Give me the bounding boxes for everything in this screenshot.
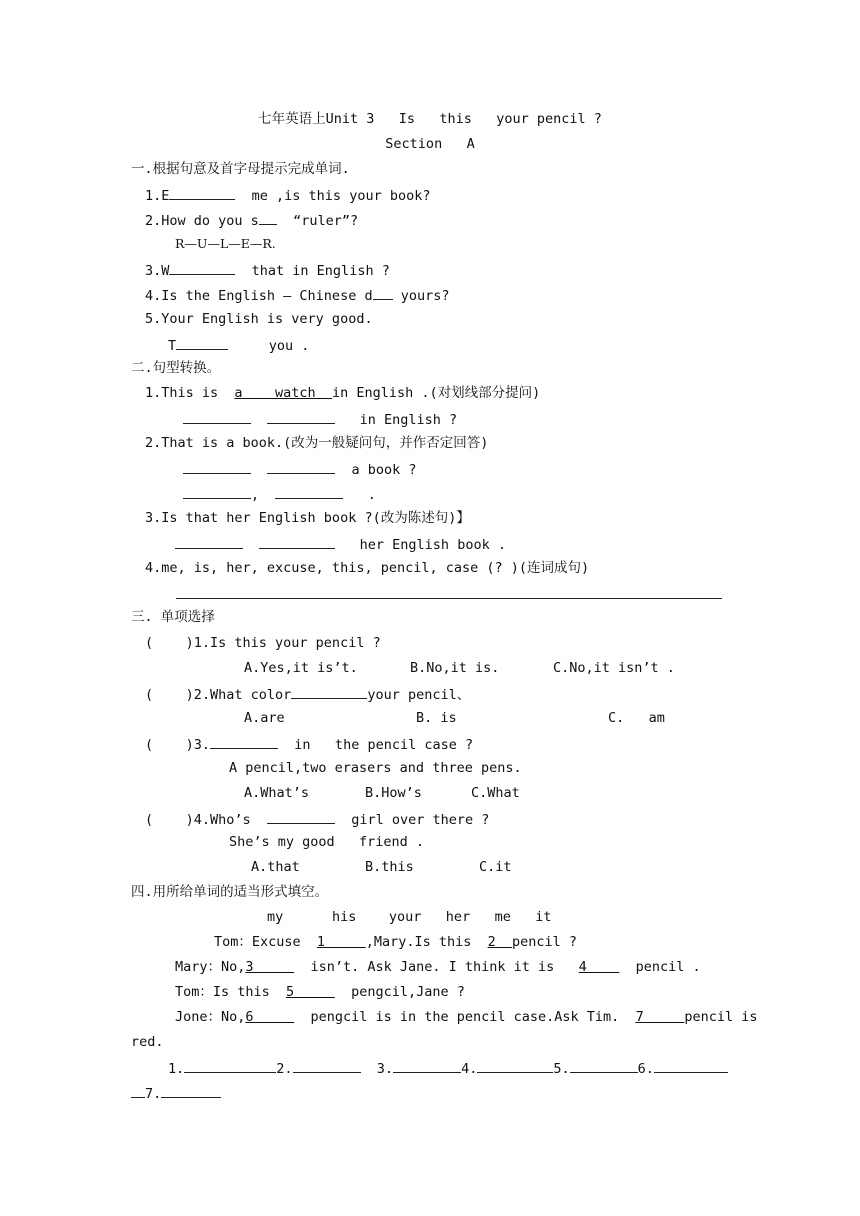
- answer-blank-4[interactable]: [477, 1058, 553, 1073]
- underlined-phrase: a watch: [234, 385, 332, 401]
- answer-blank[interactable]: [175, 534, 243, 549]
- answer-blank-3[interactable]: [393, 1058, 461, 1073]
- s1-question-1: 1.E me ,is this your book?: [145, 185, 430, 205]
- dialogue-line-3: Tom：Is this 5 pengcil,Jane ?: [175, 984, 465, 1000]
- s3-q4-option-c: C.it: [479, 859, 512, 875]
- answer-line[interactable]: [176, 598, 722, 599]
- s2-question-1-answer: in English ?: [183, 409, 457, 429]
- s3-q2-option-a: A.are: [244, 710, 285, 726]
- s3-q4-response: She’s my good friend .: [229, 834, 425, 850]
- answer-blank[interactable]: [169, 185, 235, 200]
- s2-question-1: 1.This is a watch in English .(对划线部分提问): [145, 385, 541, 401]
- s1-question-4: 4.Is the English — Chinese d yours?: [145, 285, 450, 305]
- answer-blank-1[interactable]: [184, 1058, 276, 1073]
- blank-2[interactable]: 2: [487, 934, 512, 950]
- s3-q3-option-c: C.What: [471, 785, 520, 801]
- s1-question-3: 3.W that in English ?: [145, 260, 390, 280]
- answer-blank[interactable]: [259, 210, 277, 225]
- s2-question-3-answer: her English book .: [175, 534, 506, 554]
- s1-question-2-spelling: R—U—L—E—R.: [175, 236, 276, 251]
- s3-q2-option-c: C. am: [608, 710, 665, 726]
- answer-row-2: 7.: [131, 1083, 221, 1103]
- blank-4[interactable]: 4: [578, 959, 620, 975]
- s2-question-3: 3.Is that her English book ?(改为陈述句)】: [145, 510, 470, 526]
- answer-row: 1. 2. 3. 4. 5. 6.: [168, 1058, 728, 1078]
- answer-blank[interactable]: [259, 534, 335, 549]
- answer-blank[interactable]: [267, 809, 335, 824]
- blank-1[interactable]: 1: [316, 934, 366, 950]
- s3-q4-option-b: B.this: [365, 859, 414, 875]
- s3-q3-option-b: B.How’s: [365, 785, 422, 801]
- answer-blank[interactable]: [275, 484, 343, 499]
- page-title: 七年英语上Unit 3 Is this your pencil ?: [258, 111, 602, 127]
- blank-7[interactable]: 7: [635, 1009, 685, 1025]
- answer-blank-6[interactable]: [654, 1058, 728, 1073]
- answer-blank-5[interactable]: [570, 1058, 638, 1073]
- s3-question-1: ( )1.Is this your pencil ?: [145, 635, 381, 651]
- answer-blank[interactable]: [169, 260, 235, 275]
- s3-q1-option-b: B.No,it is.: [410, 660, 500, 676]
- section-1-heading: 一.根据句意及首字母提示完成单词.: [131, 161, 350, 177]
- s3-q3-option-a: A.What’s: [244, 785, 310, 801]
- answer-blank[interactable]: [267, 459, 335, 474]
- dialogue-line-5: red.: [131, 1034, 164, 1050]
- answer-blank[interactable]: [183, 459, 251, 474]
- word-bank: my his your her me it: [267, 909, 552, 925]
- dialogue-line-4: Jone：No,6 pengcil is in the pencil case.Ask Tim. 7 pencil is: [175, 1009, 758, 1025]
- answer-blank-7[interactable]: [161, 1083, 221, 1098]
- blank-6[interactable]: 6: [245, 1009, 295, 1025]
- blank-5[interactable]: 5: [286, 984, 335, 1000]
- s3-q4-option-a: A.that: [251, 859, 300, 875]
- answer-blank[interactable]: [183, 484, 251, 499]
- answer-blank[interactable]: [291, 684, 367, 699]
- s3-q1-option-a: A.Yes,it is’t.: [244, 660, 358, 676]
- s3-q1-option-c: C.No,it isn’t .: [553, 660, 675, 676]
- answer-blank[interactable]: [210, 734, 278, 749]
- answer-blank[interactable]: [176, 335, 228, 350]
- blank-3[interactable]: 3: [245, 959, 295, 975]
- s3-question-4: ( )4.Who’s girl over there ?: [145, 809, 489, 829]
- s1-question-2: 2.How do you s “ruler”?: [145, 210, 358, 230]
- section-2-heading: 二.句型转换。: [131, 360, 221, 376]
- dialogue-line-2: Mary：No,3 isn’t. Ask Jane. I think it is 4 pencil .: [175, 959, 701, 975]
- s3-q2-option-b: B. is: [416, 710, 457, 726]
- dialogue-line-1: Tom：Excuse 1 ,Mary.Is this 2 pencil ?: [214, 934, 578, 950]
- s3-question-2: ( )2.What color your pencil、: [145, 684, 470, 704]
- s3-q3-response: A pencil,two erasers and three pens.: [229, 760, 522, 776]
- answer-blank[interactable]: [373, 285, 393, 300]
- answer-blank[interactable]: [267, 409, 335, 424]
- s1-question-5: 5.Your English is very good.: [145, 311, 373, 327]
- s2-question-2-answer: a book ?: [183, 459, 417, 479]
- s2-question-4: 4.me, is, her, excuse, this, pencil, case (? )(连词成句): [145, 560, 590, 576]
- s2-question-2-short-answer: , .: [183, 484, 376, 504]
- section-3-heading: 三. 单项选择: [131, 609, 215, 625]
- s1-question-5-line: T you .: [168, 335, 309, 355]
- answer-blank[interactable]: [183, 409, 251, 424]
- section-4-heading: 四.用所给单词的适当形式填空。: [131, 884, 329, 900]
- s3-question-3: ( )3. in the pencil case ?: [145, 734, 473, 754]
- section-title: Section A: [385, 136, 475, 152]
- answer-blank-6-continued[interactable]: [131, 1083, 145, 1098]
- s2-question-2: 2.That is a book.(改为一般疑问句，并作否定回答): [145, 435, 489, 451]
- answer-blank-2[interactable]: [293, 1058, 361, 1073]
